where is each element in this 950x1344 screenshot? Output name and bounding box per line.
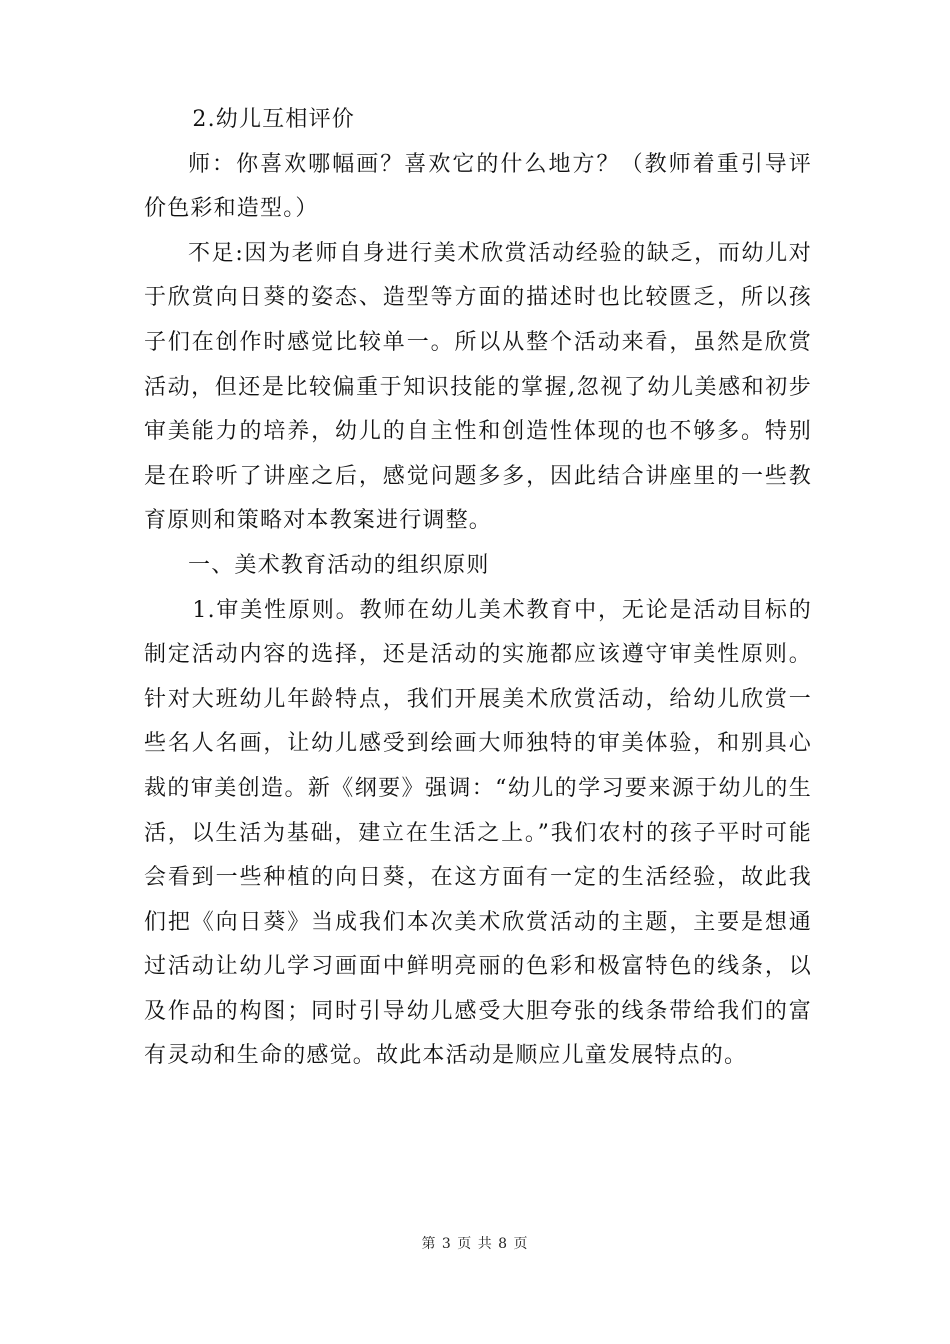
document-body: [144, 98, 812, 1079]
paragraph-subheading-peer-evaluation: 2.幼儿互相评价: [192, 107, 355, 132]
paragraph-shortcomings: 不足:因为老师自身进行美术欣赏活动经验的缺乏，而幼儿对于欣赏向日葵的姿态、造型等方面的描述时也比较匮乏，所以孩子们在创作时感觉比较单一。所以从整个活动来看，虽然是欣赏活动，但还是比较偏重于知识技能的掌握,忽视了幼儿美感和初步审美能力的培养，幼儿的自主性和创造性体现的也不够多。特别是在聆听了讲座之后，感觉问题多多，因此结合讲座里的一些教育原则和策略对本教案进行调整。: [144, 240, 812, 534]
paragraph-teacher-question: 师：你喜欢哪幅画？喜欢它的什么地方？（教师着重引导评价色彩和造型。）: [144, 151, 812, 222]
paragraph-aesthetic-principle: 1.审美性原则。教师在幼儿美术教育中，无论是活动目标的制定活动内容的选择，还是活动的实施都应该遵守审美性原则。针对大班幼儿年龄特点，我们开展美术欣赏活动，给幼儿欣赏一些名人名画，让幼儿感受到绘画大师独特的审美体验，和别具心裁的审美创造。新《纲要》强调：“幼儿的学习要来源于幼儿的生活，以生活为基础，建立在生活之上。”我们农村的孩子平时可能会看到一些种植的向日葵，在这方面有一定的生活经验，故此我们把《向日葵》当成我们本次美术欣赏活动的主题，主要是想通过活动让幼儿学习画面中鲜明亮丽的色彩和极富特色的线条，以及作品的构图；同时引导幼儿感受大胆夸张的线条带给我们的富有灵动和生命的感觉。故此本活动是顺应儿童发展特点的。: [144, 597, 812, 1069]
paragraph-section-heading: 一、美术教育活动的组织原则: [188, 552, 490, 578]
page-number-footer: 第 3 页 共 8 页: [421, 1236, 529, 1252]
